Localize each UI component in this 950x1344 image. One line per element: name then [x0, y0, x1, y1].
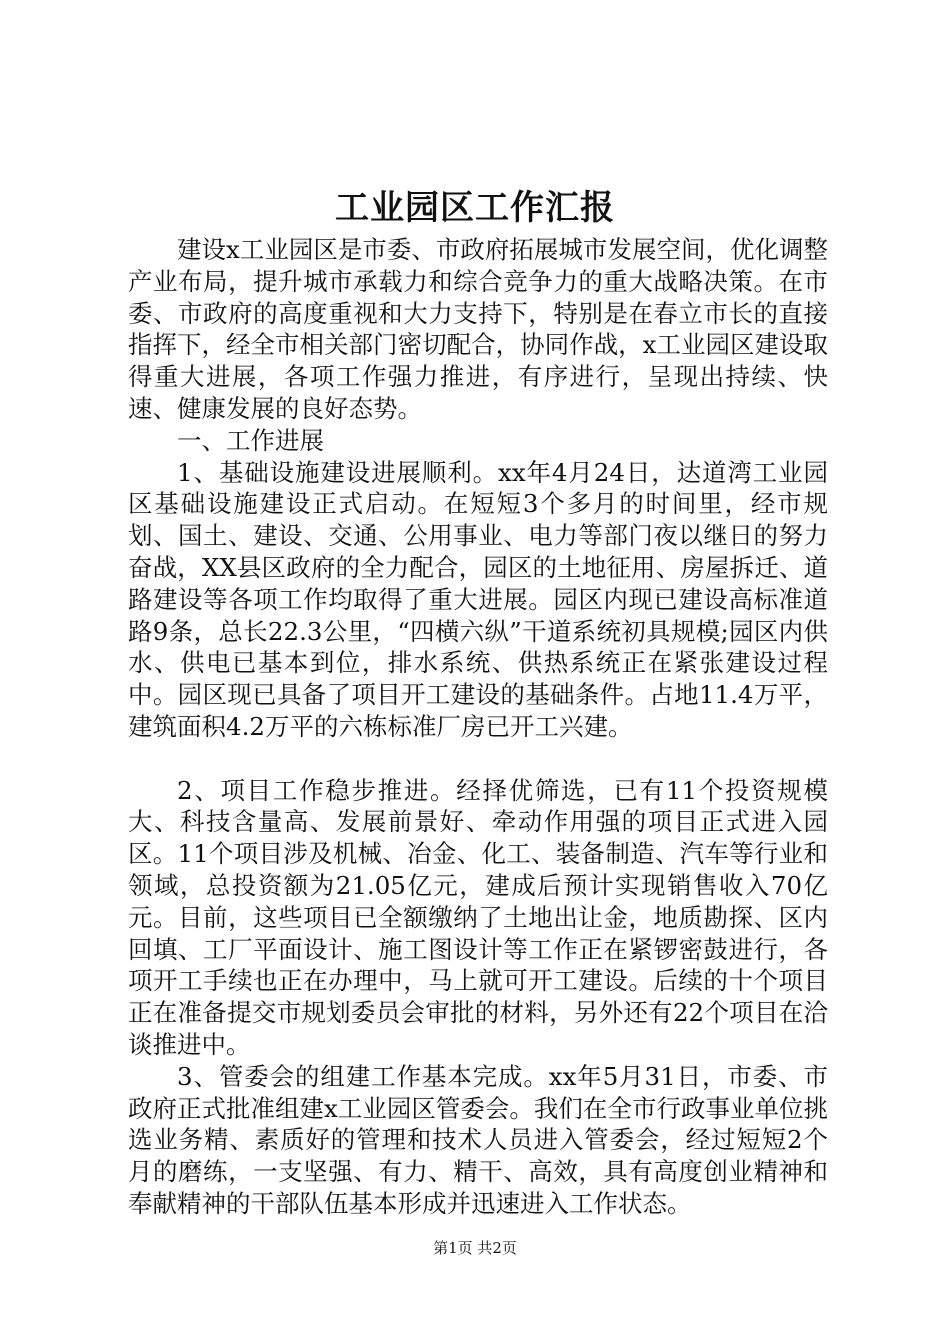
paragraph-committee: 3、管委会的组建工作基本完成。xx年5月31日，市委、市政府正式批准组建x工业园区管委会。我们在全市行政事业单位挑选业务精、素质好的管理和技术人员进入管委会，经过短短2个月的磨练，一支坚强、有力、精干、高效，具有高度创业精神和奉献精神的干部队伍基本形成并迅速进入工作状态。: [128, 1061, 828, 1218]
intro-paragraph: 建设x工业园区是市委、市政府拓展城市发展空间，优化调整产业布局，提升城市承载力和综合竞争力的重大战略决策。在市委、市政府的高度重视和大力支持下，特别是在春立市长的直接指挥下，经全市相关部门密切配合，协同作战，x工业园区建设取得重大进展，各项工作强力推进，有序进行，呈现出持续、快速、健康发展的良好态势。: [128, 235, 828, 423]
section-heading: 一、工作进展: [177, 425, 324, 455]
page-footer: 第1页 共2页: [433, 1239, 517, 1257]
document-body: [128, 234, 828, 1220]
paragraph-infrastructure: 1、基础设施建设进展顺利。xx年4月24日，达道湾工业园区基础设施建设正式启动。在短短3个多月的时间里，经市规划、国土、建设、交通、公用事业、电力等部门夜以继日的努力奋战，XX县区政府的全力配合，园区的土地征用、房屋拆迁、道路建设等各项工作均取得了重大进展。园区内现已建设高标准道路9条，总长22.3公里，“四横六纵”干道系统初具规模;园区内供水、供电已基本到位，排水系统、供热系统正在紧张建设过程中。园区现已具备了项目开工建设的基础条件。占地11.4万平，建筑面积4.2万平的六栋标准厂房已开工兴建。: [128, 457, 828, 741]
document-title: 工业园区工作汇报: [335, 188, 615, 228]
paragraph-projects: 2、项目工作稳步推进。经择优筛选，已有11个投资规模大、科技含量高、发展前景好、牵动作用强的项目正式进入园区。11个项目涉及机械、冶金、化工、装备制造、汽车等行业和领域，总投资额为21.05亿元，建成后预计实现销售收入70亿元。目前，这些项目已全额缴纳了土地出让金，地质勘探、区内回填、工厂平面设计、施工图设计等工作正在紧锣密鼓进行，各项开工手续也正在办理中，马上就可开工建设。后续的十个项目正在准备提交市规划委员会审批的材料，另外还有22个项目在洽谈推进中。: [128, 775, 828, 1059]
